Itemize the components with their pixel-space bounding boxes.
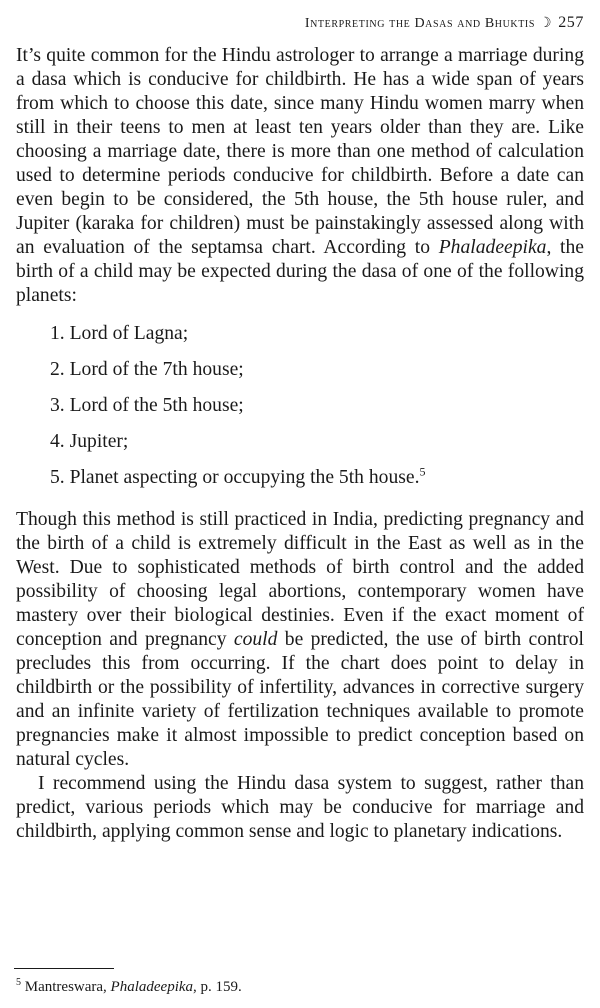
list-item-with-footnote	[50, 466, 584, 490]
paragraph-1-book-title: Phaladeepika	[438, 237, 547, 258]
footnote-rest: , p. 159.	[193, 979, 242, 995]
paragraph-2	[16, 508, 584, 772]
footnote-marker: 5	[16, 977, 21, 988]
paragraph-1-text-b: , the birth of a child may be expected during the dasa of one of the following planets:	[16, 237, 584, 306]
paragraph-1-text-a: It’s quite common for the Hindu astrologer to arrange a marriage during a dasa which is conducive for childbirth. He has a wide span of years from which to choose this date, since many Hindu women marry when still in their teens to men at least ten years older than they are. Like choosing a marriage date, there is more than one method of calculation used to determine periods conducive for childbirth. Before a date can even begin to be considered, the 5th house, the 5th house ruler, and Jupiter (karaka for children) must be painstakingly assessed along with an evaluation of the septamsa chart. According to	[16, 45, 584, 258]
footnote	[16, 978, 242, 996]
body-text	[16, 44, 584, 844]
paragraph-2-text-a: Though this method is still practiced in India, predicting pregnancy and the birth of a child is extremely difficult in the East as well as in the West. Due to sophisticated methods of birth control and the added possibility of choosing legal abortions, contemporary women have mastery over their biological destinies. Even if the exact moment of conception and pregnancy	[16, 509, 584, 650]
footnote-divider	[14, 968, 114, 969]
footnote-reference: 5	[419, 464, 426, 479]
footnote-title: Phaladeepika	[110, 979, 194, 995]
list-item-text: 5. Planet aspecting or occupying the 5th house.	[50, 467, 420, 488]
paragraph-3: I recommend using the Hindu dasa system to suggest, rather than predict, various periods which may be conducive for marriage and childbirth, applying common sense and logic to planetary indications.	[16, 773, 584, 842]
running-head	[305, 14, 584, 32]
running-head-title: Interpreting the Dasas and Bhuktis	[304, 16, 536, 31]
list-item: 3. Lord of the 5th house;	[50, 395, 244, 416]
list-item: 2. Lord of the 7th house;	[50, 359, 244, 380]
paragraph-1	[16, 44, 584, 308]
moon-icon: ☽	[539, 16, 553, 31]
list-item: 4. Jupiter;	[50, 431, 129, 452]
paragraph-2-emphasis: could	[233, 629, 278, 650]
footnote-author: Mantreswara,	[24, 979, 111, 995]
planet-list	[16, 322, 584, 490]
list-item: 1. Lord of Lagna;	[50, 323, 189, 344]
paragraph-2-text-b: be predicted, the use of birth control precludes this from occurring. If the chart does point to delay in childbirth or the possibility of infertility, advances in corrective surgery and an infinite variety of fertilization techniques available to promote pregnancies make it almost impossible to predict conception based on natural cycles.	[16, 629, 584, 770]
page-number: 257	[558, 14, 584, 31]
